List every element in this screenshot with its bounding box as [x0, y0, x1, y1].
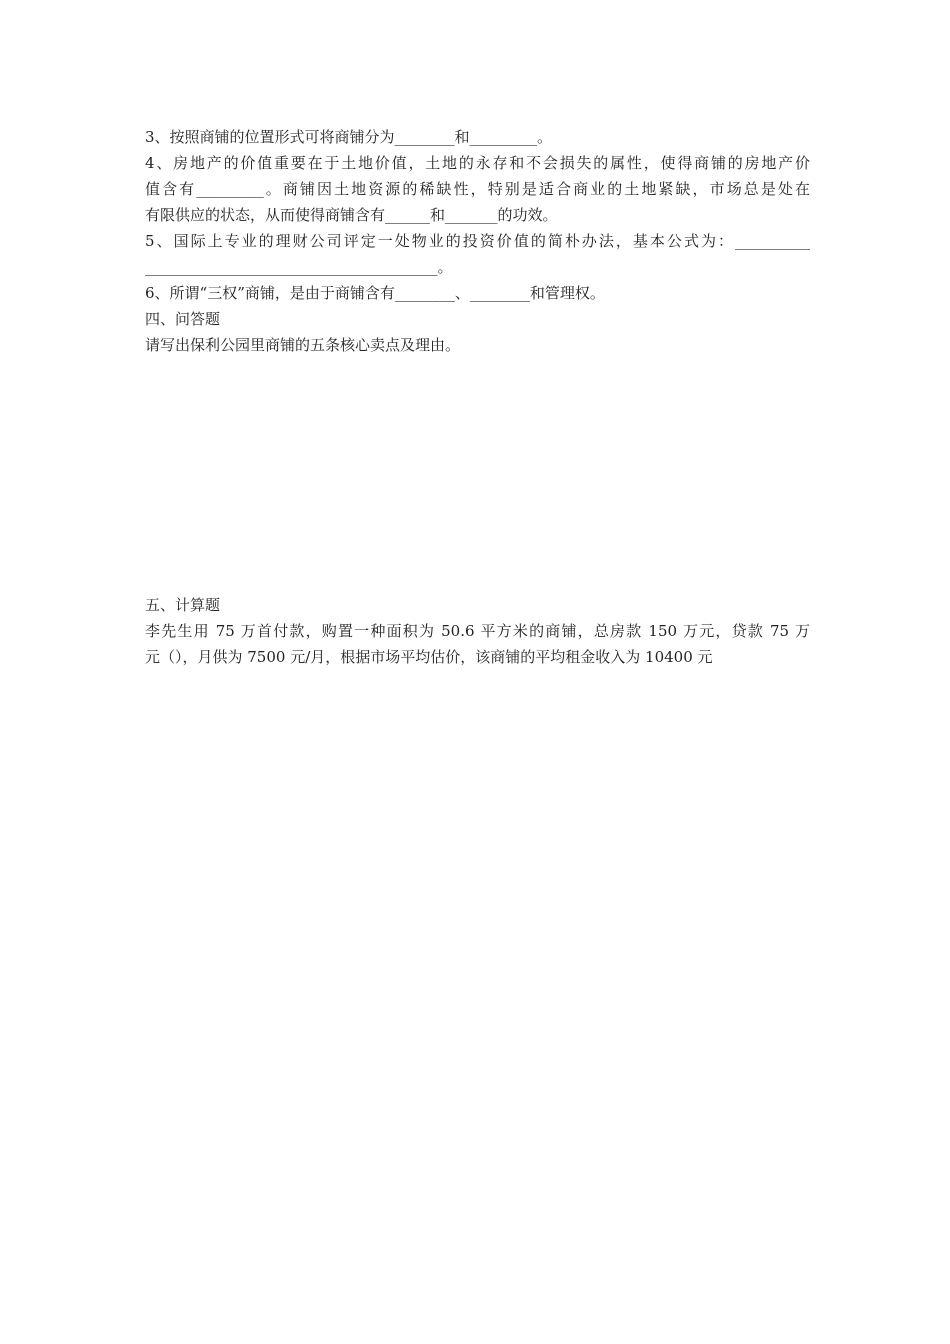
question-5-line-2: _______________________________________。 — [145, 258, 453, 276]
section-4-question: 请写出保利公园里商铺的五条核心卖点及理由。 — [145, 336, 461, 354]
question-6: 6、所谓“三权”商铺，是由于商铺含有________、________和管理权。 — [145, 284, 605, 302]
question-4-line-1: 4、房地产的价值重要在于土地价值，土地的永存和不会损失的属性，使得商铺的房地产价 — [145, 154, 810, 172]
document-body — [145, 124, 810, 670]
section-5-problem-line-2: 元（），月供为 7500 元/月，根据市场平均估价，该商铺的平均租金收入为 10400 元 — [145, 648, 713, 666]
answer-space — [145, 358, 810, 592]
section-5-problem-line-1: 李先生用 75 万首付款，购置一种面积为 50.6 平方米的商铺，总房款 150 万元，贷款 75 万 — [145, 622, 810, 640]
question-4-line-2: 值含有_________。商铺因土地资源的稀缺性，特别是适合商业的土地紧缺，市场总是处在 — [145, 180, 810, 198]
question-5-line-1: 5、国际上专业的理财公司评定一处物业的投资价值的简朴办法，基本公式为：__________ — [145, 232, 810, 250]
question-3: 3、按照商铺的位置形式可将商铺分为________和_________。 — [145, 128, 553, 146]
question-4-line-3: 有限供应的状态，从而使得商铺含有______和_______的功效。 — [145, 206, 558, 224]
section-4-heading: 四、问答题 — [145, 310, 221, 328]
section-5-heading: 五、计算题 — [145, 596, 221, 614]
